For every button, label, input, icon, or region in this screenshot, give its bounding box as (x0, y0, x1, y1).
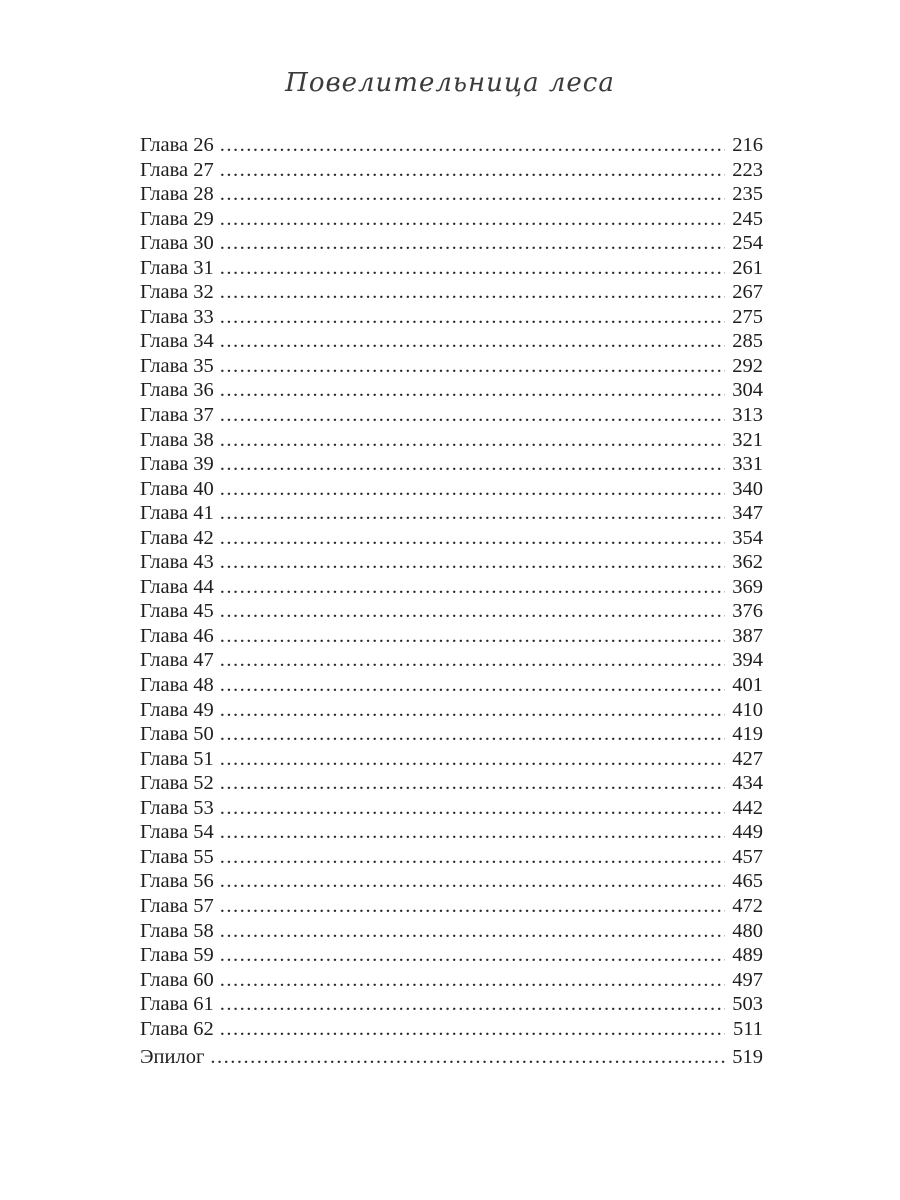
toc-entry (140, 551, 763, 576)
toc-entry-page: 465 (732, 870, 763, 893)
dot-leader (220, 330, 725, 353)
dot-leader (220, 723, 725, 746)
toc-entry-page: 369 (732, 575, 763, 598)
dot-leader (220, 895, 725, 918)
toc-entry (140, 625, 763, 650)
toc-entry (140, 920, 763, 945)
toc-entry-label: Глава 48 (140, 674, 214, 697)
toc-entry (140, 846, 763, 871)
toc-entry-label: Глава 46 (140, 624, 214, 647)
toc-entry-page: 267 (732, 281, 763, 304)
dot-leader (220, 551, 725, 574)
dot-leader (220, 232, 725, 255)
toc-entry-page: 472 (732, 894, 763, 917)
toc-entry-label: Глава 36 (140, 379, 214, 402)
toc-entry-page: 511 (733, 1017, 763, 1040)
dot-leader (220, 502, 725, 525)
toc-entry-page: 304 (732, 379, 763, 402)
toc-entry-label: Глава 56 (140, 870, 214, 893)
toc-entry (140, 306, 763, 331)
toc-entry (140, 330, 763, 355)
toc-entry-page: 223 (732, 158, 763, 181)
dot-leader (210, 1046, 725, 1069)
toc-entry (140, 576, 763, 601)
toc-entry-page: 285 (732, 330, 763, 353)
toc-entry-label: Глава 35 (140, 354, 214, 377)
toc-entry-label: Глава 34 (140, 330, 214, 353)
toc-entry (140, 134, 763, 159)
toc-entry (140, 821, 763, 846)
dot-leader (220, 527, 725, 550)
toc-entry (140, 379, 763, 404)
toc-entry-page: 427 (732, 747, 763, 770)
dot-leader (220, 870, 725, 893)
dot-leader (220, 600, 725, 623)
toc-entry (140, 527, 763, 552)
toc-entry-page: 275 (732, 305, 763, 328)
dot-leader (220, 846, 725, 869)
toc-entry (140, 1046, 763, 1071)
dot-leader (220, 404, 725, 427)
toc-entry-page: 442 (732, 796, 763, 819)
toc-entry-label: Глава 31 (140, 256, 214, 279)
toc-entry (140, 870, 763, 895)
dot-leader (220, 797, 725, 820)
toc-entry (140, 748, 763, 773)
toc-entry (140, 257, 763, 282)
toc-entry (140, 159, 763, 184)
toc-entry-page: 292 (732, 354, 763, 377)
toc-entry-page: 497 (732, 968, 763, 991)
dot-leader (220, 674, 725, 697)
toc-entry-page: 321 (732, 428, 763, 451)
dot-leader (220, 478, 725, 501)
toc-entry-page: 235 (732, 183, 763, 206)
toc-entry-page: 245 (732, 207, 763, 230)
toc-entry-page: 261 (732, 256, 763, 279)
toc-entry-label: Глава 51 (140, 747, 214, 770)
dot-leader (220, 625, 725, 648)
toc-entry (140, 723, 763, 748)
toc-entry-label: Глава 26 (140, 134, 214, 156)
dot-leader (220, 576, 725, 599)
toc-entry-page: 394 (732, 649, 763, 672)
running-head-title: Повелительница леса (285, 68, 615, 98)
toc-entry-page: 387 (732, 624, 763, 647)
toc-entry (140, 281, 763, 306)
dot-leader (220, 281, 725, 304)
toc-entry (140, 502, 763, 527)
toc-entry (140, 183, 763, 208)
toc-entry-label: Глава 53 (140, 796, 214, 819)
toc-entry-page: 410 (732, 698, 763, 721)
dot-leader (220, 748, 725, 771)
toc-entry-page: 449 (732, 821, 763, 844)
toc-entry-label: Глава 30 (140, 232, 214, 255)
toc-entry-page: 480 (732, 919, 763, 942)
toc-entry-page: 419 (732, 723, 763, 746)
dot-leader (220, 969, 725, 992)
toc-entry-label: Глава 29 (140, 207, 214, 230)
toc-entry-page: 519 (732, 1046, 763, 1069)
dot-leader (220, 993, 725, 1016)
dot-leader (220, 159, 725, 182)
toc-entry-page: 340 (732, 477, 763, 500)
dot-leader (220, 772, 725, 795)
toc-entry-label: Глава 55 (140, 845, 214, 868)
toc-entry-page: 489 (732, 944, 763, 967)
toc-entry (140, 772, 763, 797)
toc-entry (140, 404, 763, 429)
dot-leader (220, 208, 725, 231)
toc-entry-label: Глава 40 (140, 477, 214, 500)
dot-leader (220, 821, 725, 844)
toc-entry-page: 216 (732, 134, 763, 156)
toc-entry-page: 457 (732, 845, 763, 868)
toc-entry-label: Глава 54 (140, 821, 214, 844)
toc-entry (140, 895, 763, 920)
toc-entry-label: Глава 62 (140, 1017, 214, 1040)
toc-entry (140, 944, 763, 969)
toc-entry-label: Глава 59 (140, 944, 214, 967)
dot-leader (220, 429, 725, 452)
dot-leader (220, 134, 725, 157)
toc-entry-page: 254 (732, 232, 763, 255)
toc-entry-page: 376 (732, 600, 763, 623)
toc-entry-label: Глава 49 (140, 698, 214, 721)
toc-entry (140, 478, 763, 503)
toc-entry-page: 503 (732, 993, 763, 1016)
dot-leader (220, 1018, 725, 1041)
toc-entry-label: Глава 47 (140, 649, 214, 672)
dot-leader (220, 699, 725, 722)
toc-entry-label: Глава 61 (140, 993, 214, 1016)
toc-entry (140, 993, 763, 1018)
toc-entry (140, 232, 763, 257)
dot-leader (220, 183, 725, 206)
toc-entry-label: Глава 28 (140, 183, 214, 206)
toc-entry-label: Глава 41 (140, 502, 214, 525)
dot-leader (220, 944, 725, 967)
dot-leader (220, 379, 725, 402)
toc-entry-label: Эпилог (140, 1046, 205, 1069)
toc-entry (140, 969, 763, 994)
toc-entry (140, 453, 763, 478)
toc-entry-label: Глава 42 (140, 526, 214, 549)
toc-entry-label: Глава 43 (140, 551, 214, 574)
toc-entry-page: 434 (732, 772, 763, 795)
dot-leader (220, 920, 725, 943)
toc-entry-label: Глава 57 (140, 894, 214, 917)
toc-entry-label: Глава 60 (140, 968, 214, 991)
dot-leader (220, 649, 725, 672)
toc-list (140, 134, 763, 1071)
toc-entry-label: Глава 52 (140, 772, 214, 795)
dot-leader (220, 453, 725, 476)
toc-entry (140, 699, 763, 724)
toc-entry-label: Глава 50 (140, 723, 214, 746)
toc-entry (140, 674, 763, 699)
toc-entry-page: 401 (732, 674, 763, 697)
dot-leader (220, 355, 725, 378)
toc-entry (140, 600, 763, 625)
toc-entry (140, 355, 763, 380)
dot-leader (220, 257, 725, 280)
toc-entry-page: 347 (732, 502, 763, 525)
toc-entry-page: 331 (732, 453, 763, 476)
toc-entry-label: Глава 37 (140, 404, 214, 427)
toc-entry-label: Глава 44 (140, 575, 214, 598)
toc-entry-label: Глава 33 (140, 305, 214, 328)
toc-entry-label: Глава 45 (140, 600, 214, 623)
toc-entry-label: Глава 58 (140, 919, 214, 942)
toc-entry (140, 429, 763, 454)
toc-entry-page: 354 (732, 526, 763, 549)
toc-entry-label: Глава 38 (140, 428, 214, 451)
toc-entry-label: Глава 39 (140, 453, 214, 476)
dot-leader (220, 306, 725, 329)
toc-entry-page: 362 (732, 551, 763, 574)
toc-entry (140, 1018, 763, 1043)
toc-entry-label: Глава 27 (140, 158, 214, 181)
toc-entry (140, 208, 763, 233)
toc-entry (140, 797, 763, 822)
toc-entry-page: 313 (732, 404, 763, 427)
toc-entry-label: Глава 32 (140, 281, 214, 304)
toc-entry (140, 649, 763, 674)
